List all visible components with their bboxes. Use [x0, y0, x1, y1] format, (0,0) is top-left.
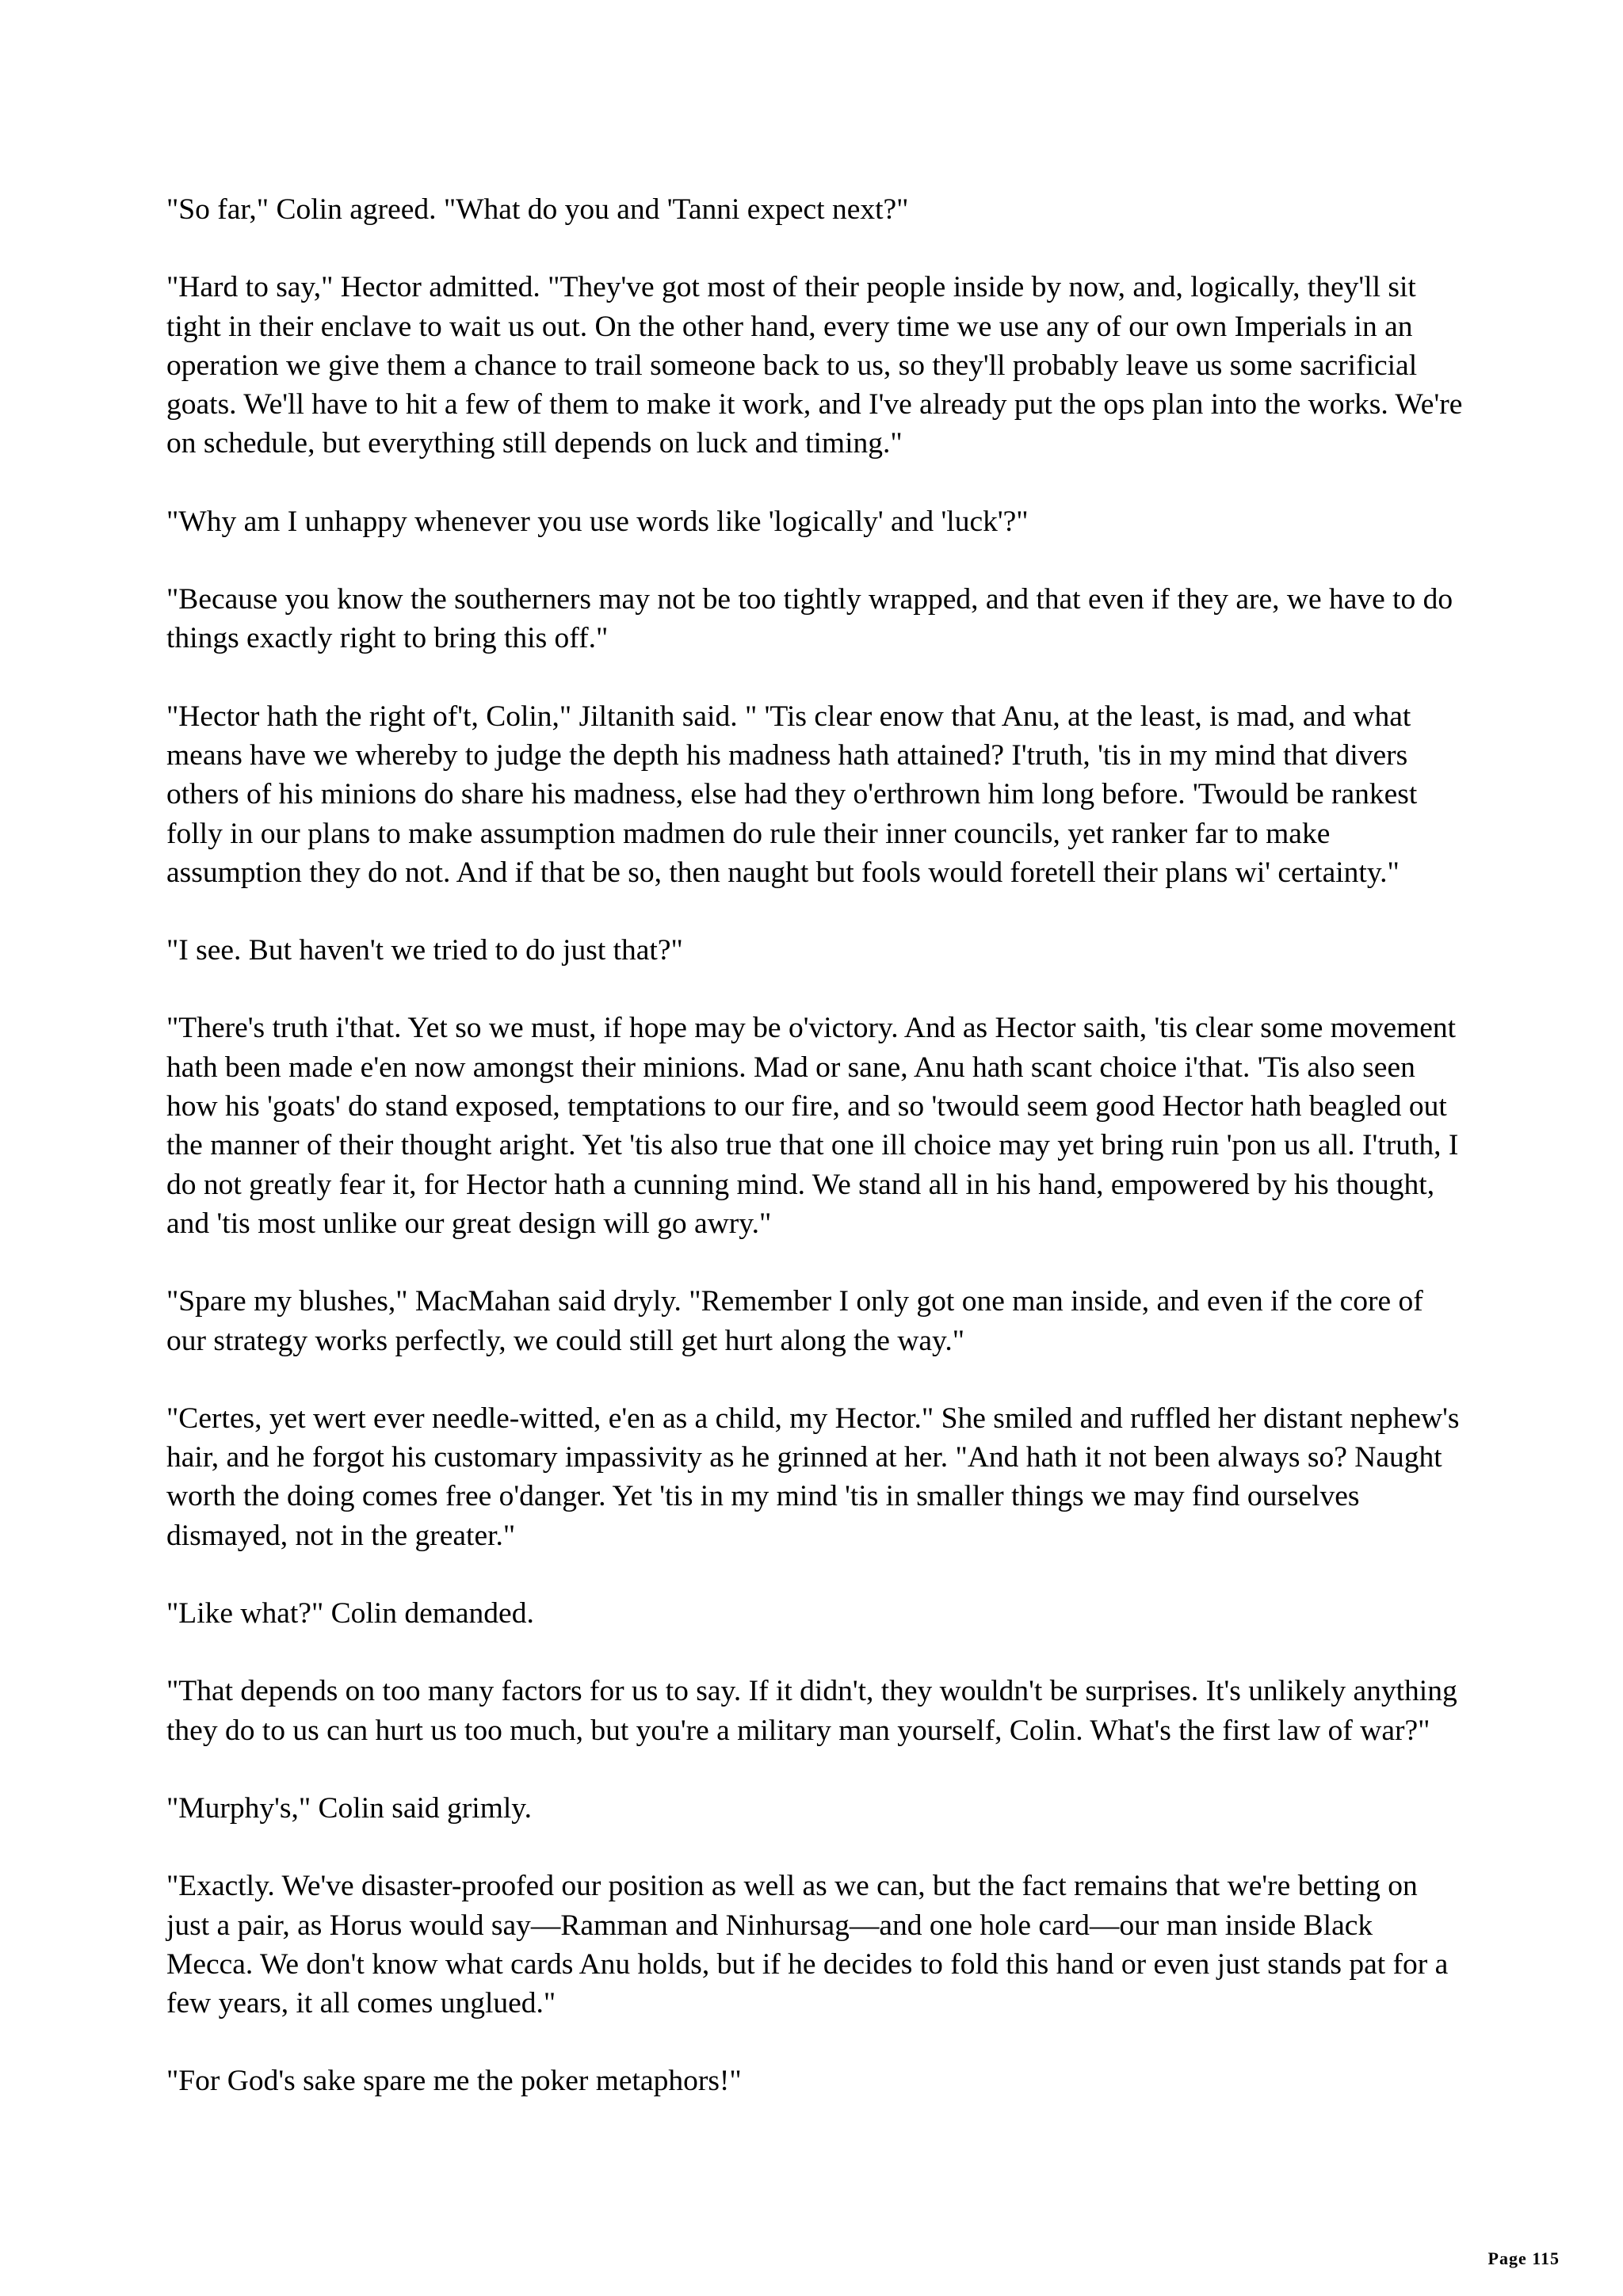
paragraph: "I see. But haven't we tried to do just that?"	[166, 934, 683, 967]
paragraph: "Because you know the southerners may not be too tightly wrapped, and that even if they are, we have to do things exactly right to bring this off."	[166, 583, 1453, 655]
paragraph: "Spare my blushes," MacMahan said dryly. "Remember I only got one man inside, and even if the core of our strategy works perfectly, we could still get hurt along the way."	[166, 1285, 1423, 1357]
paragraph: "For God's sake spare me the poker metaphors!"	[166, 2065, 742, 2098]
page-number: Page 115	[1487, 2248, 1560, 2268]
paragraph: "There's truth i'that. Yet so we must, if hope may be o'victory. And as Hector saith, 'tis clear some movement hath been made e'en now amongst their minions. Mad or sane, Anu hath scant choice i'that. 'Tis also seen how his 'goats' do stand exposed, temptations to our fire, and so 'twould seem good Hector hath beagled out the manner of their thought aright. Yet 'tis also true that one ill choice may yet bring ruin 'pon us all. I'truth, I do not greatly fear it, for Hector hath a cunning mind. We stand all in his hand, empowered by his thought, and 'tis most unlike our great design will go awry."	[166, 1012, 1459, 1240]
paragraph: "Hector hath the right of't, Colin," Jiltanith said. " 'Tis clear enow that Anu, at the least, is mad, and what means have we whereby to judge the depth his madness hath attained? I'truth, 'tis in my mind that divers others of his minions do share his madness, else had they o'erthrown him long before. 'Twould be rankest folly in our plans to make assumption madmen do rule their inner councils, yet ranker far to make assumption they do not. And if that be so, then naught but fools would foretell their plans wi' certainty."	[166, 700, 1418, 889]
paragraph: "Why am I unhappy whenever you use words like 'logically' and 'luck'?"	[166, 505, 1029, 538]
paragraph: "So far," Colin agreed. "What do you and 'Tanni expect next?"	[166, 193, 909, 226]
paragraph: "Like what?" Colin demanded.	[166, 1597, 534, 1630]
text-body	[166, 190, 1466, 2140]
paragraph: "Murphy's," Colin said grimly.	[166, 1791, 532, 1825]
paragraph: "Hard to say," Hector admitted. "They've got most of their people inside by now, and, logically, they'll sit tight in their enclave to wait us out. On the other hand, every time we use any of our own Imperials in an operation we give them a chance to trail someone back to us, so they'll probably leave us some sacrificial goats. We'll have to hit a few of them to make it work, and I've already put the ops plan into the works. We're on schedule, but everything still depends on luck and timing."	[166, 271, 1463, 460]
paragraph: "Certes, yet wert ever needle-witted, e'en as a child, my Hector." She smiled and ruffled her distant nephew's hair, and he forgot his customary impassivity as he grinned at her. "And hath it not been always so? Naught worth the doing comes free o'danger. Yet 'tis in my mind 'tis in smaller things we may find ourselves dismayed, not in the greater."	[166, 1402, 1460, 1552]
paragraph: "Exactly. We've disaster-proofed our position as well as we can, but the fact remains that we're betting on just a pair, as Horus would say—Ramman and Ninhursag—and one hole card—our man inside Black Mecca. We don't know what cards Anu holds, but if he decides to fold this hand or even just stands pat for a few years, it all comes unglued."	[166, 1870, 1449, 2020]
paragraph: "That depends on too many factors for us to say. If it didn't, they wouldn't be surprises. It's unlikely anything they do to us can hurt us too much, but you're a military man yourself, Colin. What's the first law of war?"	[166, 1675, 1457, 1747]
